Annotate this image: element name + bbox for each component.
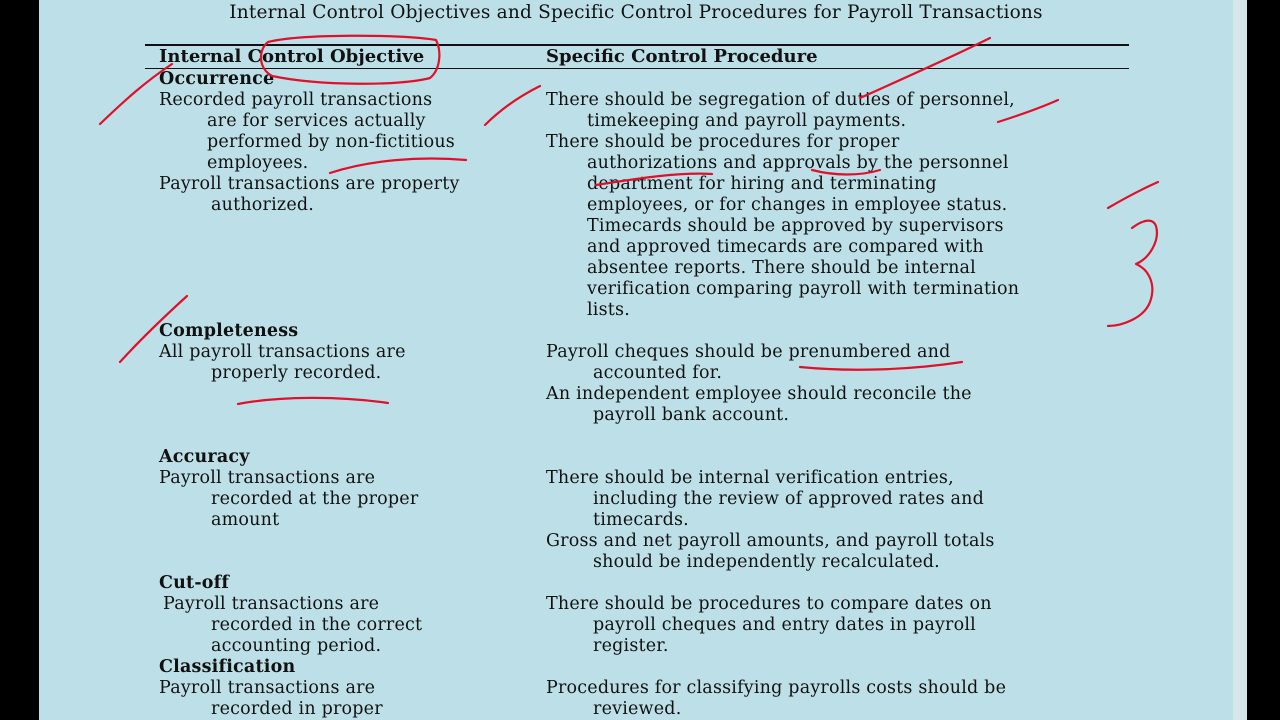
procedure-line: There should be procedures for proper (546, 132, 900, 152)
objective-line: recorded at the proper (211, 489, 419, 509)
objective-line: authorized. (211, 195, 315, 215)
procedure-line: Gross and net payroll amounts, and payroll totals (546, 531, 995, 551)
procedure-line: There should be procedures to compare dates on (546, 594, 992, 614)
procedure-line: verification comparing payroll with termination (587, 279, 1020, 299)
procedure-line: authorizations and approvals by the personnel (587, 153, 1009, 173)
section-heading-accuracy: Accuracy (159, 447, 250, 467)
procedure-column-header: Specific Control Procedure (546, 46, 818, 67)
section-heading-cut-off: Cut-off (159, 573, 230, 593)
procedure-line: payroll bank account. (593, 405, 790, 425)
objective-line: Payroll transactions are (163, 594, 380, 614)
procedure-line: Timecards should be approved by supervisors (587, 216, 1004, 236)
objective-line: All payroll transactions are (159, 342, 406, 362)
section-heading-classification: Classification (159, 657, 296, 677)
objective-line: Payroll transactions are property (159, 174, 460, 194)
objective-line: Payroll transactions are (159, 468, 376, 488)
procedure-line: absentee reports. There should be internal (587, 258, 976, 278)
objective-line: employees. (207, 153, 309, 173)
procedure-line: department for hiring and terminating (587, 174, 937, 194)
procedure-line: timecards. (593, 510, 689, 530)
procedure-line: timekeeping and payroll payments. (587, 111, 907, 131)
objective-line: are for services actually (207, 111, 426, 131)
objective-line: performed by non-fictitious (207, 132, 455, 152)
objective-line: recorded in the correct (211, 615, 423, 635)
objective-line: accounting period. (211, 636, 382, 656)
procedure-line: reviewed. (593, 699, 682, 719)
header-bottom-rule (145, 68, 1129, 69)
objective-line: recorded in proper (211, 699, 383, 719)
section-heading-completeness: Completeness (159, 321, 299, 341)
objective-column-header: Internal Control Objective (159, 46, 425, 67)
section-heading-occurrence: Occurrence (159, 69, 275, 89)
procedure-line: accounted for. (593, 363, 723, 383)
document-title: Internal Control Objectives and Specific Control Procedures for Payroll Transactions (229, 2, 1043, 23)
procedure-line: There should be segregation of duties of personnel, (546, 90, 1015, 110)
objective-line: Payroll transactions are (159, 678, 376, 698)
page-margin (1233, 0, 1247, 720)
procedure-line: payroll cheques and entry dates in payroll (593, 615, 976, 635)
objective-line: properly recorded. (211, 363, 382, 383)
procedure-line: employees, or for changes in employee status. (587, 195, 1008, 215)
procedure-line: should be independently recalculated. (593, 552, 940, 572)
procedure-line: An independent employee should reconcile the (546, 384, 972, 404)
procedure-line: Payroll cheques should be prenumbered and (546, 342, 951, 362)
objective-line: Recorded payroll transactions (159, 90, 433, 110)
objective-line: amount (211, 510, 280, 530)
procedure-line: lists. (587, 300, 630, 320)
procedure-line: including the review of approved rates and (593, 489, 985, 509)
procedure-line: There should be internal verification entries, (546, 468, 954, 488)
procedure-line: Procedures for classifying payrolls costs should be (546, 678, 1007, 698)
procedure-line: register. (593, 636, 669, 656)
procedure-line: and approved timecards are compared with (587, 237, 984, 257)
